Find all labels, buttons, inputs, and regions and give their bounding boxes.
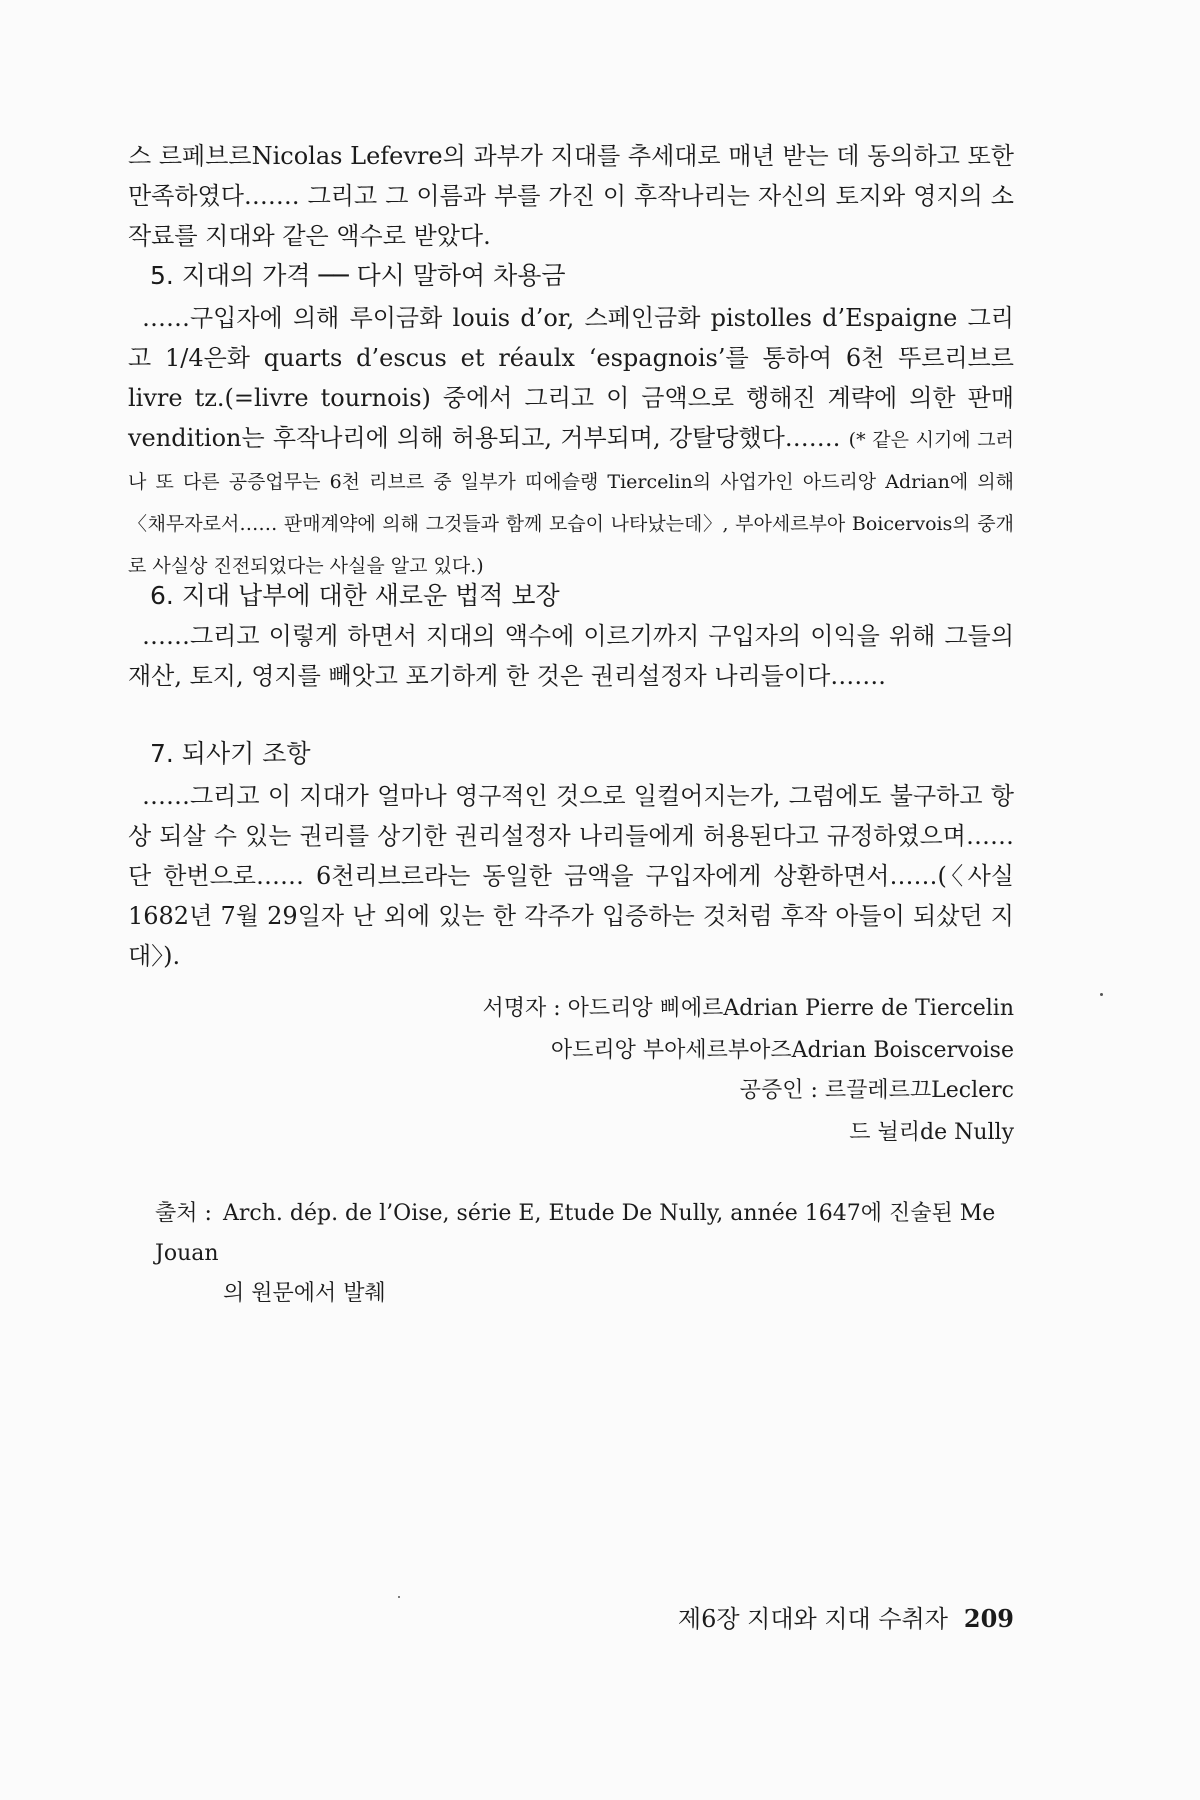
heading-section-7: 7. 되사기 조항 — [150, 739, 311, 768]
paragraph-section-5 — [128, 298, 1014, 586]
page-footer — [678, 1604, 1014, 1634]
section-5-note: (* 같은 시기에 그러나 또 다른 공증업무는 6천 리브르 중 일부가 띠에슬랭 Tiercelin의 사업가인 아드리앙 Adrian에 의해 〈채무자로서…… 판매계약에 의해 그것들과 함께 모습이 나타났는데〉, 부아세르부아 Boicervois의 중개로 사실상 진전되었다는 사실을 알고 있다.) — [128, 429, 1014, 577]
paragraph-section-7: ……그리고 이 지대가 얼마나 영구적인 것으로 일컬어지는가, 그럼에도 불구하고 항상 되살 수 있는 권리를 상기한 권리설정자 나리들에게 허용된다고 규정하였으며…… 단 한번으로…… 6천리브르라는 동일한 금액을 구입자에게 상환하면서……(〈사실 1682년 7월 29일자 난 외에 있는 한 각주가 입증하는 것처럼 후작 아들이 되샀던 지대〉). — [128, 782, 1014, 970]
signature-nully: 드 뉠리de Nully — [849, 1120, 1014, 1145]
source-label: 출처 : — [155, 1201, 212, 1226]
source-line-2: 의 원문에서 발췌 — [223, 1281, 386, 1306]
scan-speck — [1100, 993, 1103, 996]
paragraph-section-6: ……그리고 이렇게 하면서 지대의 액수에 이르기까지 구입자의 이익을 위해 그들의 재산, 토지, 영지를 빼앗고 포기하게 한 것은 권리설정자 나리들이다……. — [128, 622, 1014, 690]
heading-section-5: 5. 지대의 가격 ── 다시 말하여 차용금 — [150, 261, 566, 290]
source-citation — [155, 1194, 1015, 1314]
source-line-1: Arch. dép. de l’Oise, série E, Etude De Nully, année 1647에 진술된 Me Jouan — [155, 1201, 996, 1266]
section-5-text: ……구입자에 의해 루이금화 louis d’or, 스페인금화 pistolles d’Espaigne 그리고 1/4은화 quarts d’escus et réaulx ‘espagnois’를 통하여 6천 뚜르리브르 livre tz.(=livre tournois) 중에서 그리고 이 금액으로 행해진 계략에 의한 판매 vendition는 후작나리에 의해 허용되고, 거부되며, 강탈당했다……. — [128, 304, 1014, 452]
scan-speck — [398, 1596, 400, 1598]
heading-section-6: 6. 지대 납부에 대한 새로운 법적 보장 — [150, 581, 560, 610]
chapter-title: 제6장 지대와 지대 수취자 — [677, 1605, 948, 1633]
signature-signatory: 서명자 : 아드리앙 삐에르Adrian Pierre de Tiercelin — [482, 996, 1014, 1021]
signature-notary: 공증인 : 르끌레르끄Leclerc — [739, 1078, 1014, 1103]
paragraph-intro: 스 르페브르Nicolas Lefevre의 과부가 지대를 추세대로 매년 받는 데 동의하고 또한 만족하였다……. 그리고 그 이름과 부를 가진 이 후작나리는 자신의 토지와 영지의 소작료를 지대와 같은 액수로 받았다. — [128, 142, 1014, 250]
page-number: 209 — [963, 1604, 1014, 1633]
signature-second-signatory: 아드리앙 부아세르부아즈Adrian Boiscervoise — [550, 1038, 1014, 1063]
